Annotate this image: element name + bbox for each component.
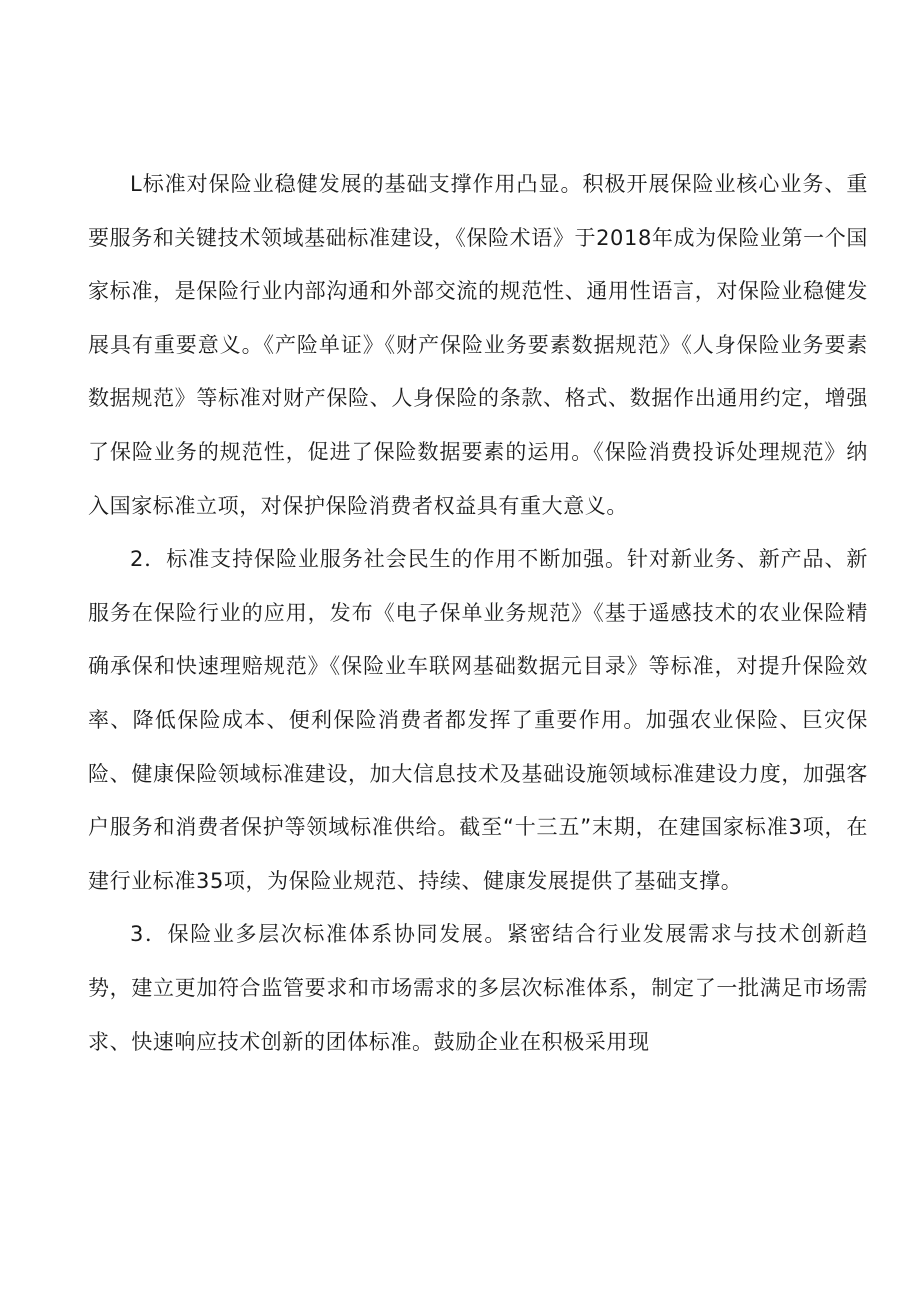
- paragraph-multilevel-system: 3．保险业多层次标准体系协同发展。紧密结合行业发展需求与技术创新趋势，建立更加符合监管要求和市场需求的多层次标准体系，制定了一批满足市场需求、快速响应技术创新的团体标准。鼓励企业在积极采用现: [88, 922, 868, 1054]
- document-body: [88, 158, 868, 1069]
- paragraph-standards-foundation: L标准对保险业稳健发展的基础支撑作用凸显。积极开展保险业核心业务、重要服务和关键技术领域基础标准建设，《保险术语》于2018年成为保险业第一个国家标准，是保险行业内部沟通和外部交流的规范性、通用性语言，对保险业稳健发展具有重要意义。《产险单证》《财产保险业务要素数据规范》《人身保险业务要素数据规范》等标准对财产保险、人身保险的条款、格式、数据作出通用约定，增强了保险业务的规范性，促进了保险数据要素的运用。《保险消费投诉处理规范》纳入国家标准立项，对保护保险消费者权益具有重大意义。: [88, 172, 868, 518]
- paragraph-standards-livelihood: 2．标准支持保险业服务社会民生的作用不断加强。针对新业务、新产品、新服务在保险行业的应用，发布《电子保单业务规范》《基于遥感技术的农业保险精确承保和快速理赔规范》《保险业车联网基础数据元目录》等标准，对提升保险效率、降低保险成本、便利保险消费者都发挥了重要作用。加强农业保险、巨灾保险、健康保险领域标准建设，加大信息技术及基础设施领域标准建设力度，加强客户服务和消费者保护等领域标准供给。截至“十三五”末期，在建国家标准3项，在建行业标准35项，为保险业规范、持续、健康发展提供了基础支撑。: [88, 547, 868, 893]
